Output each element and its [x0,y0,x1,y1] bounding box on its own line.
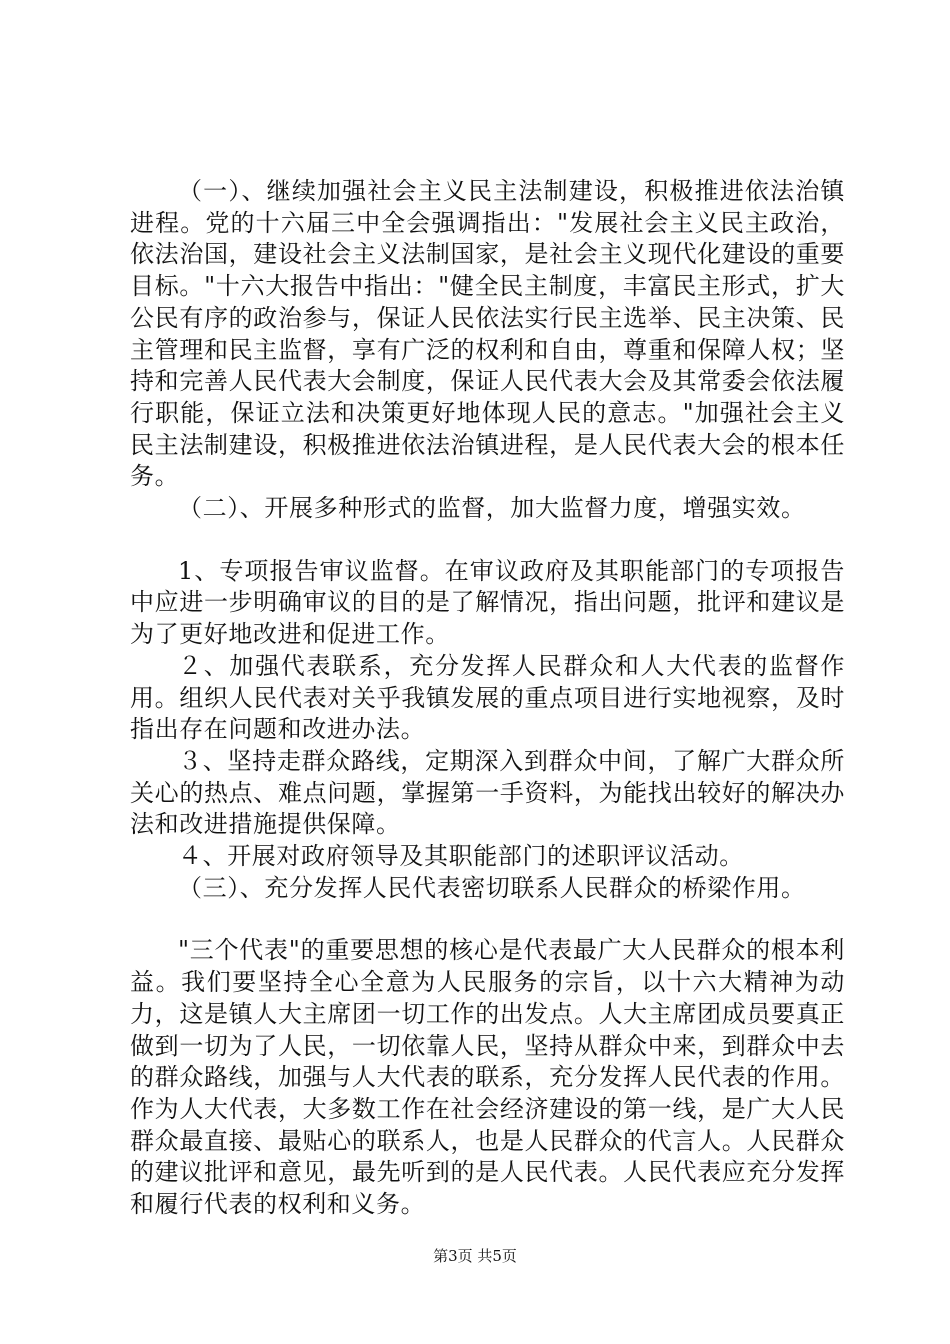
page-footer: 第3页 共5页 [433,1247,517,1265]
paragraph-item-3: ３、坚持走群众路线，定期深入到群众中间，了解广大群众所关心的热点、难点问题，掌握第一手资料，为能找出较好的解决办法和改进措施提供保障。 [130,746,845,839]
paragraph-item-1: 1、专项报告审议监督。在审议政府及其职能部门的专项报告中应进一步明确审议的目的是了解情况，指出问题，批评和建议是为了更好地改进和促进工作。 [130,556,845,649]
document-body [130,176,845,1221]
paragraph-item-4: ４、开展对政府领导及其职能部门的述职评议活动。 [178,842,744,871]
paragraph-section-1: （一）、继续加强社会主义民主法制建设，积极推进依法治镇进程。党的十六届三中全会强调指出："发展社会主义民主政治，依法治国，建设社会主义法制国家，是社会主义现代化建设的重要目标。"十六大报告中指出："健全民主制度，丰富民主形式，扩大公民有序的政治参与，保证人民依法实行民主选举、民主决策、民主管理和民主监督，享有广泛的权利和自由，尊重和保障人权；坚持和完善人民代表大会制度，保证人民代表大会及其常委会依法履行职能，保证立法和决策更好地体现人民的意志。"加强社会主义民主法制建设，积极推进依法治镇进程，是人民代表大会的根本任务。 [130,177,845,491]
paragraph-item-2: ２、加强代表联系，充分发挥人民群众和人大代表的监督作用。组织人民代表对关乎我镇发展的重点项目进行实地视察，及时指出存在问题和改进办法。 [130,651,845,744]
paragraph-section-2-heading: （二）、开展多种形式的监督，加大监督力度，增强实效。 [178,494,806,523]
paragraph-section-3-heading: （三）、充分发挥人民代表密切联系人民群众的桥梁作用。 [178,873,806,902]
paragraph-gap [130,904,845,935]
paragraph-gap [130,525,845,556]
paragraph-section-3-body: "三个代表"的重要思想的核心是代表最广大人民群众的根本利益。我们要坚持全心全意为人民服务的宗旨，以十六大精神为动力，这是镇人大主席团一切工作的出发点。人大主席团成员要真正做到一切为了人民，一切依靠人民，坚持从群众中来，到群众中去的群众路线，加强与人大代表的联系，充分发挥人民代表的作用。作为人大代表，大多数工作在社会经济建设的第一线，是广大人民群众最直接、最贴心的联系人，也是人民群众的代言人。人民群众的建议批评和意见，最先听到的是人民代表。人民代表应充分发挥和履行代表的权利和义务。 [130,936,845,1219]
